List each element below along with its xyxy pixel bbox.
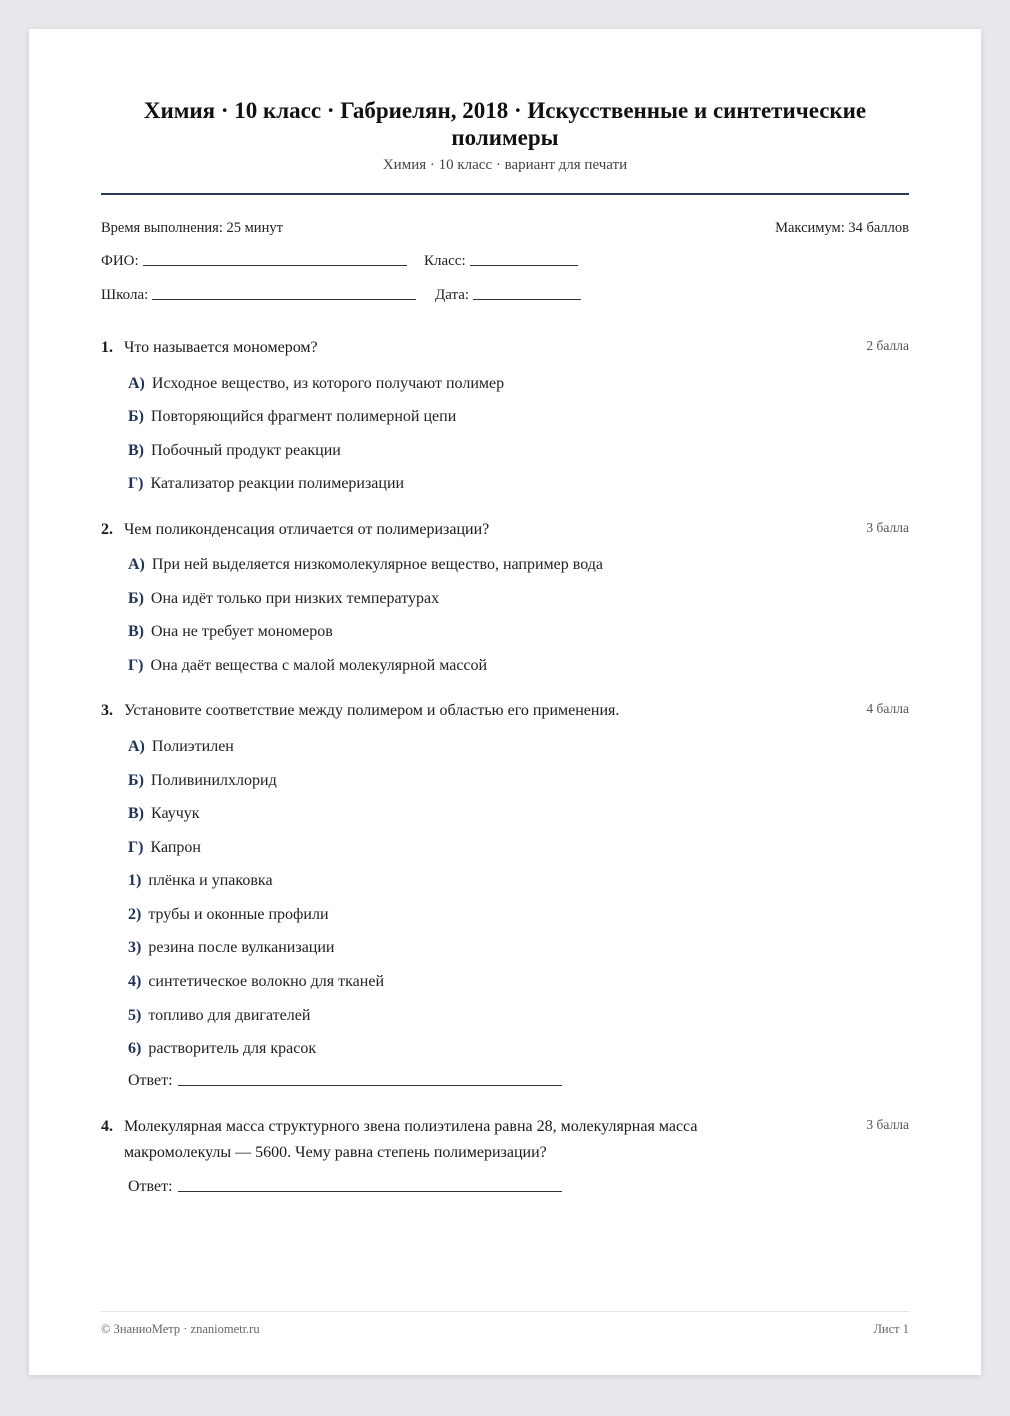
option-text: Она идёт только при низких температурах [150, 590, 440, 607]
school-label: Школа: [101, 287, 149, 303]
option-label: Г) [128, 475, 144, 492]
option-2a[interactable] [128, 555, 603, 575]
question-points: 4 балла [866, 701, 909, 716]
class-field[interactable] [424, 253, 578, 270]
option-2b[interactable] [128, 589, 439, 609]
option-3c[interactable] [128, 804, 200, 824]
page-subtitle: Химия · 10 класс · вариант для печати [382, 157, 628, 173]
fio-label: ФИО: [101, 253, 139, 269]
option-text: Полиэтилен [151, 738, 234, 755]
option-label: 6) [128, 1040, 142, 1057]
option-1a[interactable] [128, 374, 504, 394]
question-number: 2. [101, 521, 113, 538]
date-field[interactable] [435, 287, 581, 304]
option-text: Капрон [150, 839, 201, 856]
answer-field-4[interactable] [128, 1178, 562, 1196]
option-text: резина после вулканизации [148, 939, 335, 956]
school-field[interactable] [101, 287, 416, 304]
header-divider [101, 193, 909, 195]
date-label: Дата: [435, 287, 470, 303]
page-number: Лист 1 [873, 1322, 909, 1336]
answer-line[interactable] [178, 1190, 562, 1192]
fio-line[interactable] [143, 264, 407, 266]
option-text: синтетическое волокно для тканей [148, 973, 384, 990]
footer-divider [101, 1311, 909, 1312]
class-line[interactable] [470, 264, 578, 266]
class-label: Класс: [424, 253, 466, 269]
option-text: растворитель для красок [148, 1040, 317, 1057]
option-text: Повторяющийся фрагмент полимерной цепи [150, 408, 457, 425]
question-points: 3 балла [866, 1117, 909, 1132]
question-text: Молекулярная масса структурного звена полиэтилена равна 28, молекулярная масса макромолекулы — 5600. Чему равна степень полимеризации? [124, 1118, 698, 1161]
option-text: Исходное вещество, из которого получают полимер [151, 375, 505, 392]
option-label: Г) [128, 657, 144, 674]
match-item-4[interactable] [128, 972, 384, 992]
option-label: В) [128, 442, 144, 459]
footer-copyright: © ЗнаниоМетр · znaniometr.ru [101, 1322, 260, 1336]
option-text: Она не требует мономеров [151, 623, 333, 640]
option-label: А) [128, 738, 145, 755]
fio-field[interactable] [101, 253, 407, 270]
option-text: Поливинилхлорид [150, 772, 277, 789]
question-points: 3 балла [866, 520, 909, 535]
option-3d[interactable] [128, 838, 201, 858]
max-score: Максимум: 34 баллов [775, 220, 909, 236]
option-label: В) [128, 623, 144, 640]
match-item-3[interactable] [128, 938, 334, 958]
match-item-6[interactable] [128, 1039, 316, 1059]
answer-label: Ответ: [128, 1178, 173, 1195]
option-label: Б) [128, 590, 144, 607]
option-label: В) [128, 805, 144, 822]
page-title: Химия · 10 класс · Габриелян, 2018 · Искусственные и синтетические полимеры [143, 98, 867, 150]
option-text: Катализатор реакции полимеризации [150, 475, 405, 492]
option-text: плёнка и упаковка [148, 872, 273, 889]
worksheet-page [29, 29, 981, 1375]
option-3a[interactable] [128, 737, 234, 757]
option-1d[interactable] [128, 474, 404, 494]
match-item-2[interactable] [128, 905, 329, 925]
question-text: Установите соответствие между полимером и областью его применения. [124, 702, 620, 719]
question-number: 4. [101, 1118, 113, 1135]
option-text: Побочный продукт реакции [151, 442, 341, 459]
option-label: Б) [128, 408, 144, 425]
match-item-1[interactable] [128, 871, 273, 891]
option-label: 1) [128, 872, 142, 889]
option-text: трубы и оконные профили [148, 906, 329, 923]
school-line[interactable] [152, 298, 416, 300]
answer-label: Ответ: [128, 1072, 173, 1089]
question-text: Что называется мономером? [124, 339, 318, 356]
question-points: 2 балла [866, 338, 909, 353]
answer-line[interactable] [178, 1084, 562, 1086]
answer-field-3[interactable] [128, 1072, 562, 1090]
option-text: При ней выделяется низкомолекулярное вещество, например вода [151, 556, 603, 573]
option-2c[interactable] [128, 622, 333, 642]
option-label: 2) [128, 906, 142, 923]
option-label: А) [128, 375, 145, 392]
date-line[interactable] [473, 298, 581, 300]
option-label: 3) [128, 939, 142, 956]
option-text: Каучук [151, 805, 200, 822]
option-label: Г) [128, 839, 144, 856]
option-1c[interactable] [128, 441, 341, 461]
option-label: 4) [128, 973, 142, 990]
question-number: 3. [101, 702, 113, 719]
option-text: Она даёт вещества с малой молекулярной массой [150, 657, 488, 674]
option-text: топливо для двигателей [148, 1007, 311, 1024]
match-item-5[interactable] [128, 1006, 310, 1026]
option-label: А) [128, 556, 145, 573]
option-2d[interactable] [128, 656, 487, 676]
option-1b[interactable] [128, 407, 456, 427]
question-number: 1. [101, 339, 113, 356]
option-3b[interactable] [128, 771, 277, 791]
option-label: Б) [128, 772, 144, 789]
option-label: 5) [128, 1007, 142, 1024]
time-limit: Время выполнения: 25 минут [101, 220, 283, 236]
question-text: Чем поликонденсация отличается от полимеризации? [124, 521, 490, 538]
